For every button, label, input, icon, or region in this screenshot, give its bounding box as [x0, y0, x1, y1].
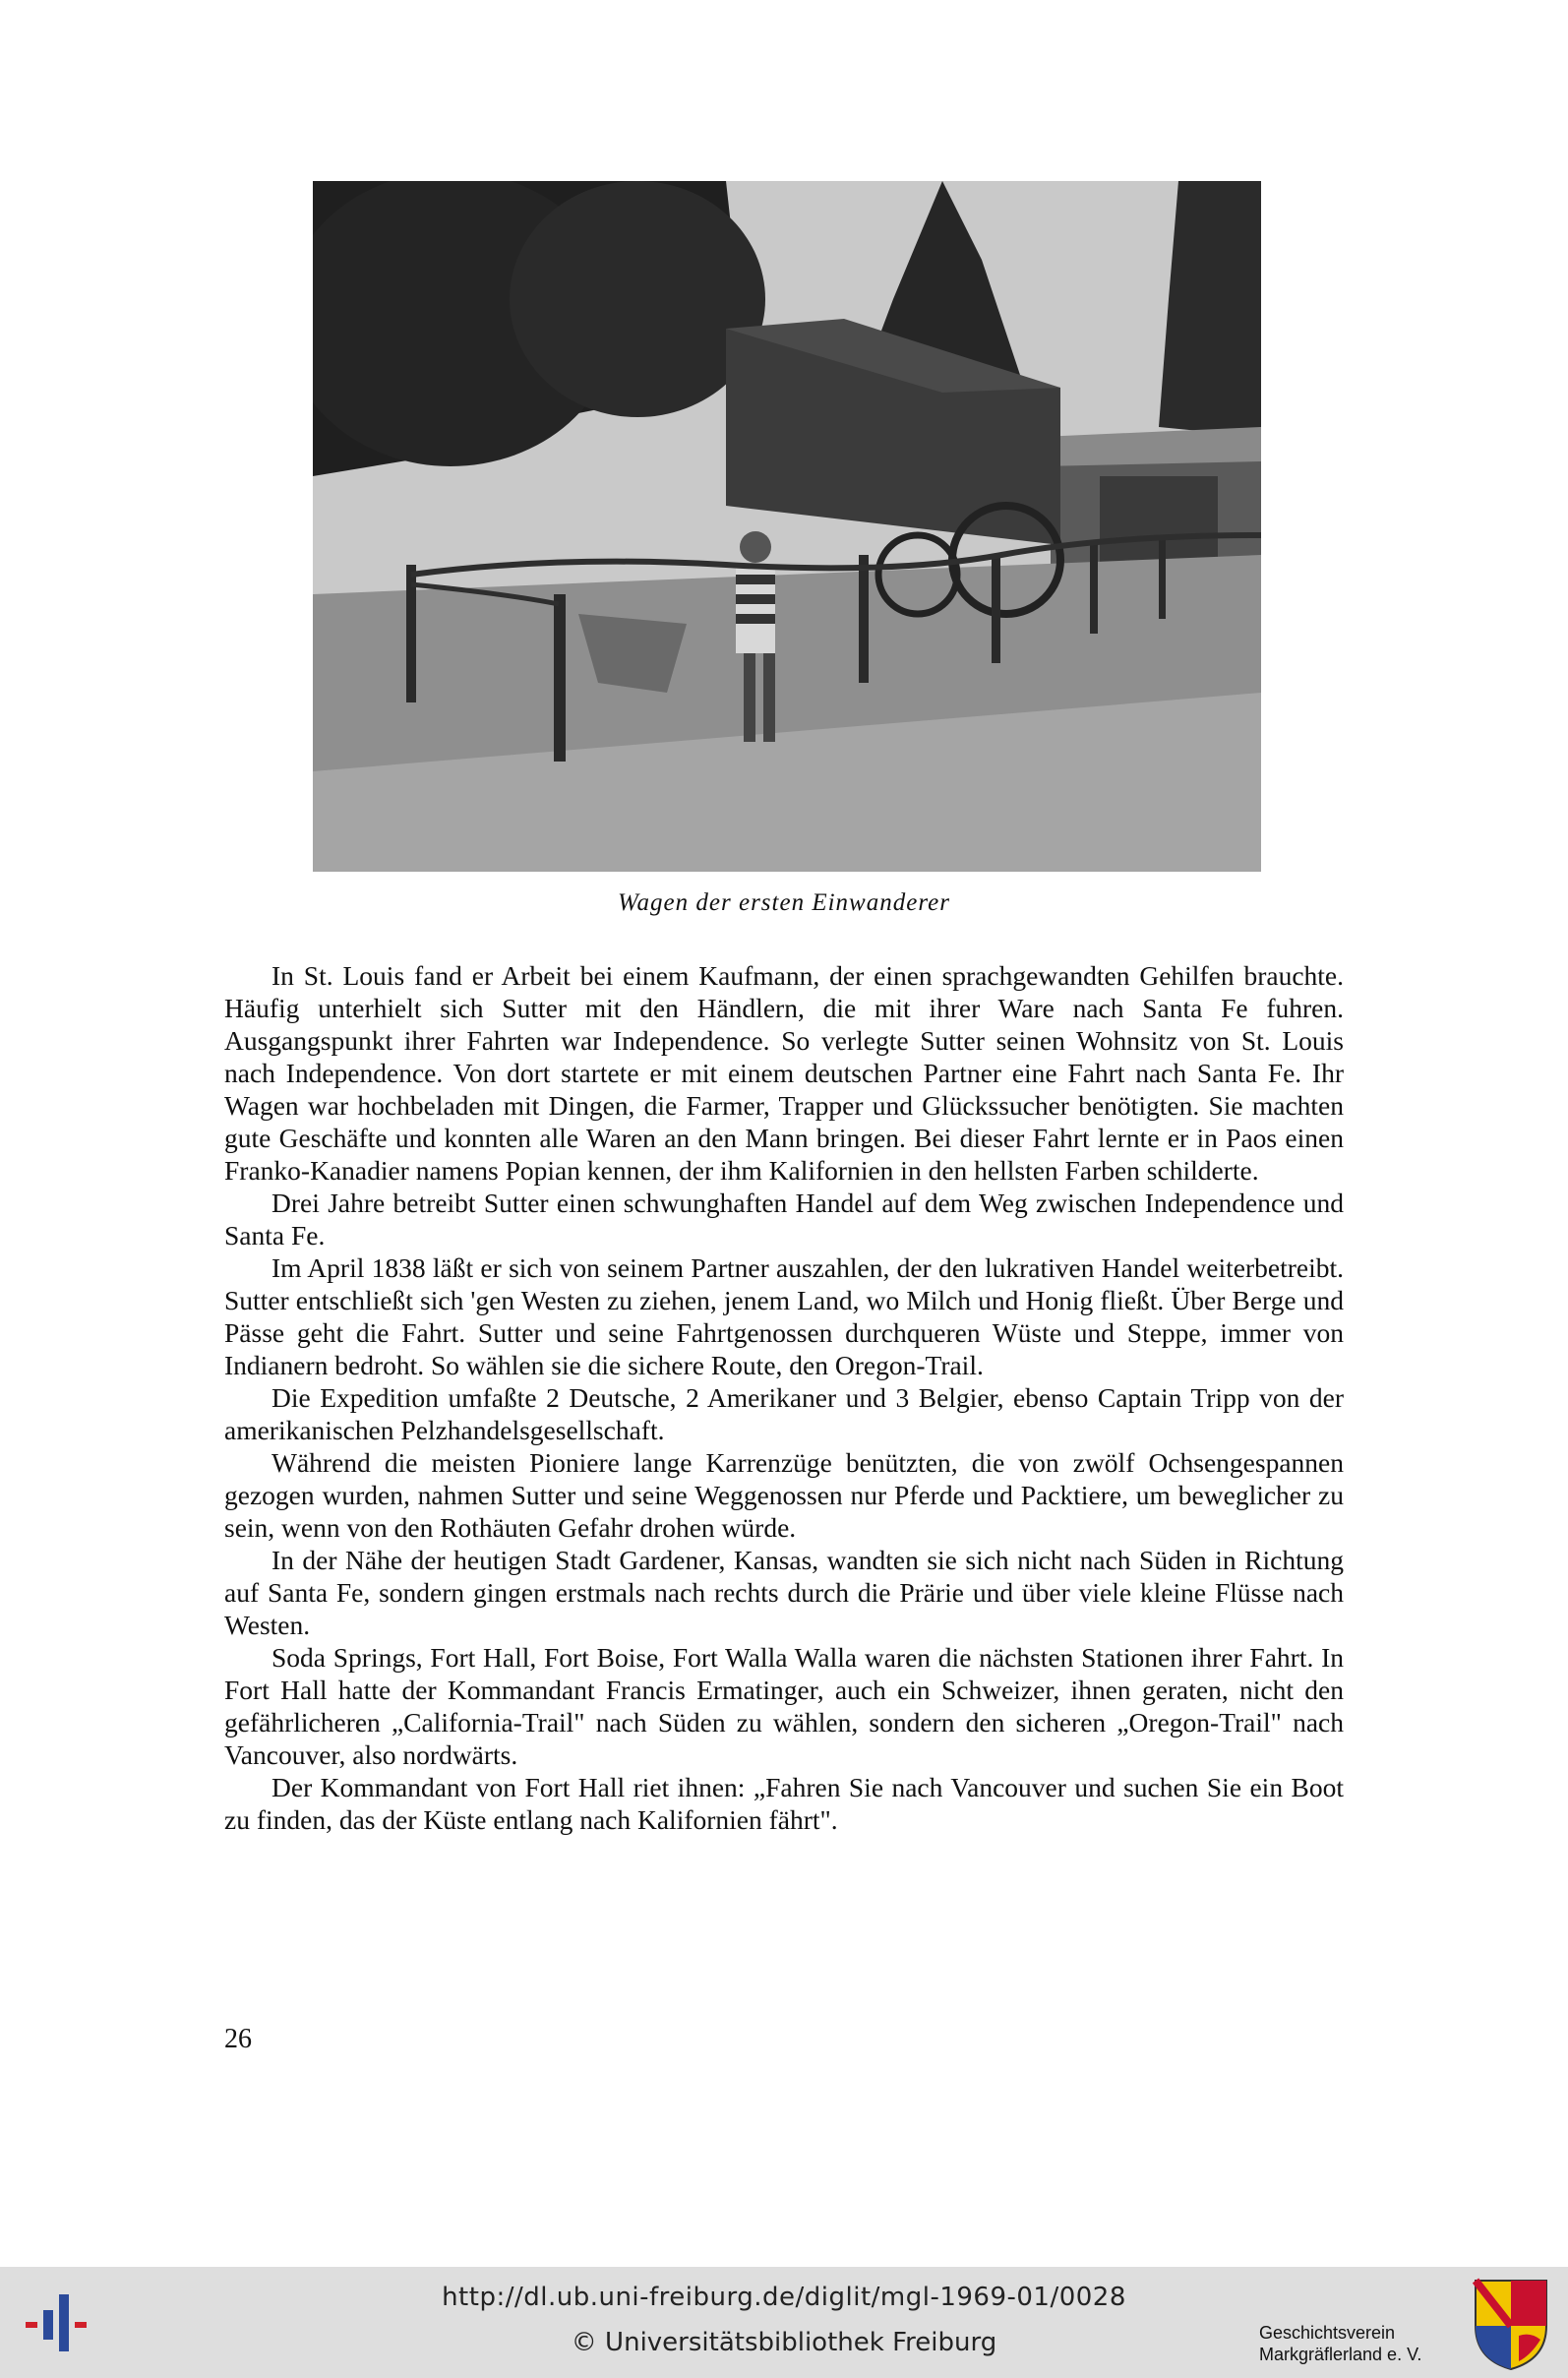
paragraph: In der Nähe der heutigen Stadt Gardener, Kansas, wandten sie sich nicht nach Süden in Richtung auf Santa Fe, sondern gingen erstmals nach rechts durch die Prärie und über viele kleine Flüsse nach Westen. — [224, 1545, 1344, 1640]
article-body — [224, 959, 1344, 1836]
photo-illustration — [313, 181, 1261, 872]
figure-caption: Wagen der ersten Einwanderer — [618, 889, 950, 916]
society-name — [1259, 2322, 1466, 2365]
page-number: 26 — [224, 2024, 252, 2054]
paragraph: Während die meisten Pioniere lange Karrenzüge benützten, die von zwölf Ochsengespannen gezogen wurden, nahmen Sutter und seine Weggenossen nur Pferde und Packtiere, um beweglicher zu sein, wenn von den Rothäuten Gefahr drohen würde. — [224, 1447, 1344, 1543]
paragraph: Der Kommandant von Fort Hall riet ihnen: „Fahren Sie nach Vancouver und suchen Sie ein Boot zu finden, das der Küste entlang nach Kalifornien fährt". — [224, 1772, 1344, 1835]
coat-of-arms-icon — [1472, 2277, 1550, 2371]
paragraph: Soda Springs, Fort Hall, Fort Boise, Fort Walla Walla waren die nächsten Stationen ihrer Fahrt. In Fort Hall hatte der Kommandant Francis Ermatinger, auch ein Schweizer, ihnen geraten, nicht den gefährlicheren „California-Trail" nach Süden zu wählen, sondern den sicheren „Oregon-Trail" nach Vancouver, also nordwärts. — [224, 1642, 1344, 1770]
society-name-line2: Markgräflerland e. V. — [1259, 2345, 1422, 2364]
photograph-settler-wagon — [313, 181, 1261, 872]
copyright-notice: © Universitätsbibliothek Freiburg — [571, 2328, 997, 2357]
viewer-footer — [0, 2267, 1568, 2378]
society-name-line1: Geschichtsverein — [1259, 2323, 1396, 2343]
paragraph: Im April 1838 läßt er sich von seinem Partner auszahlen, der den lukrativen Handel weiterbetreibt. Sutter entschließt sich 'gen Westen zu ziehen, jenem Land, wo Milch und Honig fließt. Über Berge und Pässe geht die Fahrt. Sutter und seine Fahrtgenossen durchqueren Wüste und Steppe, immer von Indianern bedroht. So wählen sie die sichere Route, den Oregon-Trail. — [224, 1252, 1344, 1380]
paragraph: Drei Jahre betreibt Sutter einen schwunghaften Handel auf dem Weg zwischen Independence und Santa Fe. — [224, 1188, 1344, 1250]
paragraph: In St. Louis fand er Arbeit bei einem Kaufmann, der einen sprachgewandten Gehilfen brauchte. Häufig unterhielt sich Sutter mit den Händlern, die mit ihrer Ware nach Santa Fe fuhren. Ausgangspunkt ihrer Fahrten war Independence. So verlegte Sutter seinen Wohnsitz von St. Louis nach Independence. Von dort startete er mit einem deutschen Partner eine Fahrt nach Santa Fe. Ihr Wagen war hochbeladen mit Dingen, die Farmer, Trapper und Glückssucher benötigten. Sie machten gute Geschäfte und konnten alle Waren an den Mann bringen. Bei dieser Fahrt lernte er in Paos einen Franko-Kanadier namens Popian kennen, der ihm Kalifornien in den hellsten Farben schilderte. — [224, 960, 1344, 1186]
paragraph: Die Expedition umfaßte 2 Deutsche, 2 Amerikaner und 3 Belgier, ebenso Captain Tripp von der amerikanischen Pelzhandelsgesellschaft. — [224, 1382, 1344, 1445]
document-url-link[interactable]: http://dl.ub.uni-freiburg.de/diglit/mgl-1969-01/0028 — [442, 2283, 1126, 2312]
